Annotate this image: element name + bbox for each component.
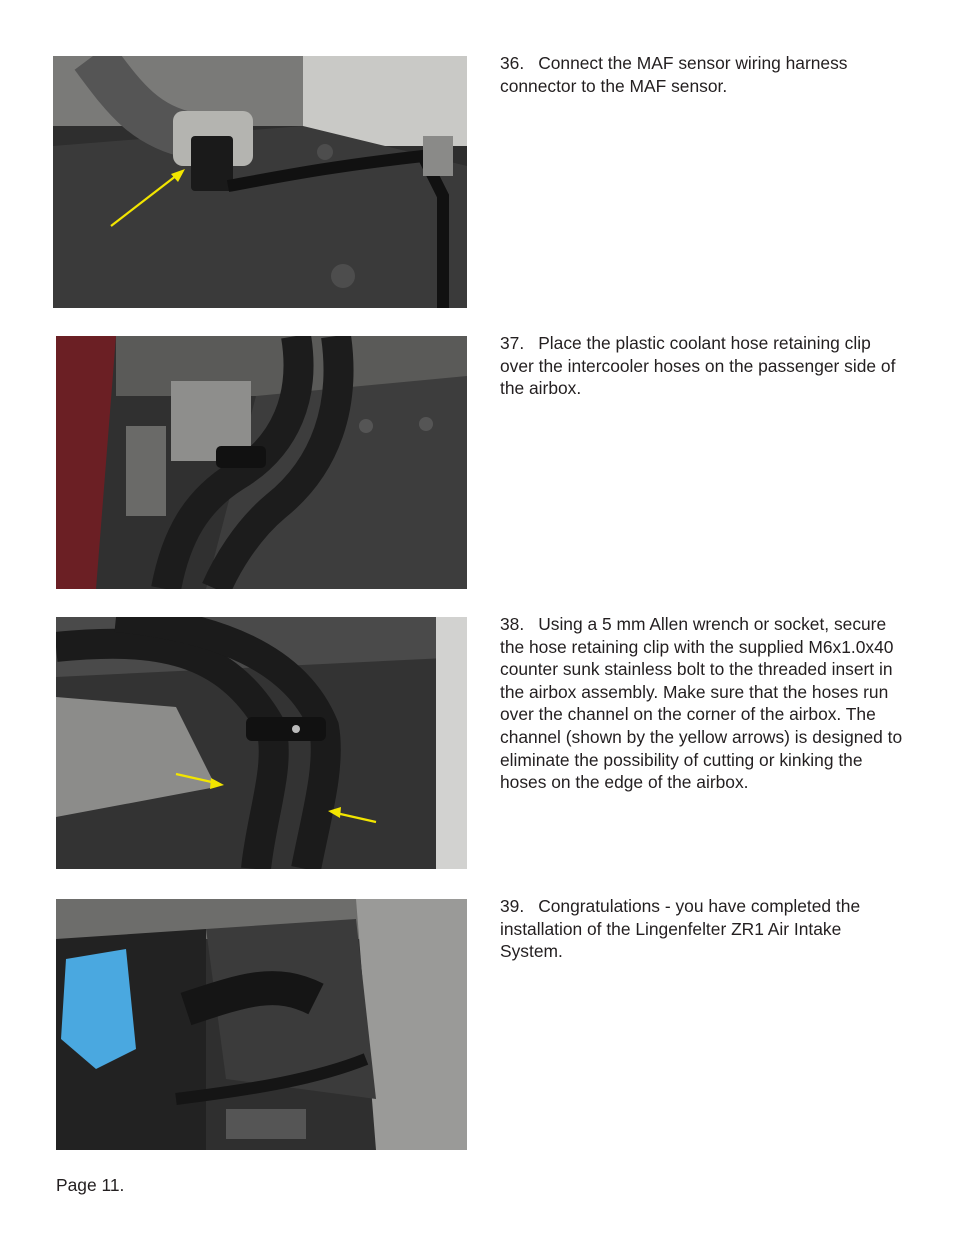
step-38 (500, 613, 905, 794)
step-36 (500, 52, 905, 97)
step-number: 36. (500, 53, 525, 73)
hose-clip-bolt-photo (56, 617, 467, 869)
maf-sensor-connector-photo (53, 56, 467, 308)
step-text: Using a 5 mm Allen wrench or socket, secure the hose retaining clip with the supplied M6x1.0x40 counter sunk stainless bolt to the threaded insert in the airbox assembly. Make sure that the hoses run over the channel on the corner of the airbox. The channel (shown by the yellow arrows) is designed to eliminate the possibility of cutting or kinking the hoses on the edge of the airbox. (500, 614, 903, 793)
coolant-hose-clip-photo (56, 336, 467, 589)
step-text: Congratulations - you have completed the installation of the Lingenfelter ZR1 Air Intake System. (500, 896, 861, 962)
step-number: 39. (500, 896, 525, 916)
step-text: Connect the MAF sensor wiring harness connector to the MAF sensor. (500, 53, 848, 96)
step-text: Place the plastic coolant hose retaining clip over the intercooler hoses on the passenger side of the airbox. (500, 333, 896, 399)
step-number: 38. (500, 614, 525, 634)
step-number: 37. (500, 333, 525, 353)
page-number: Page 11. (56, 1175, 125, 1195)
step-39 (500, 895, 905, 963)
completed-installation-photo (56, 899, 467, 1150)
step-37 (500, 332, 905, 400)
